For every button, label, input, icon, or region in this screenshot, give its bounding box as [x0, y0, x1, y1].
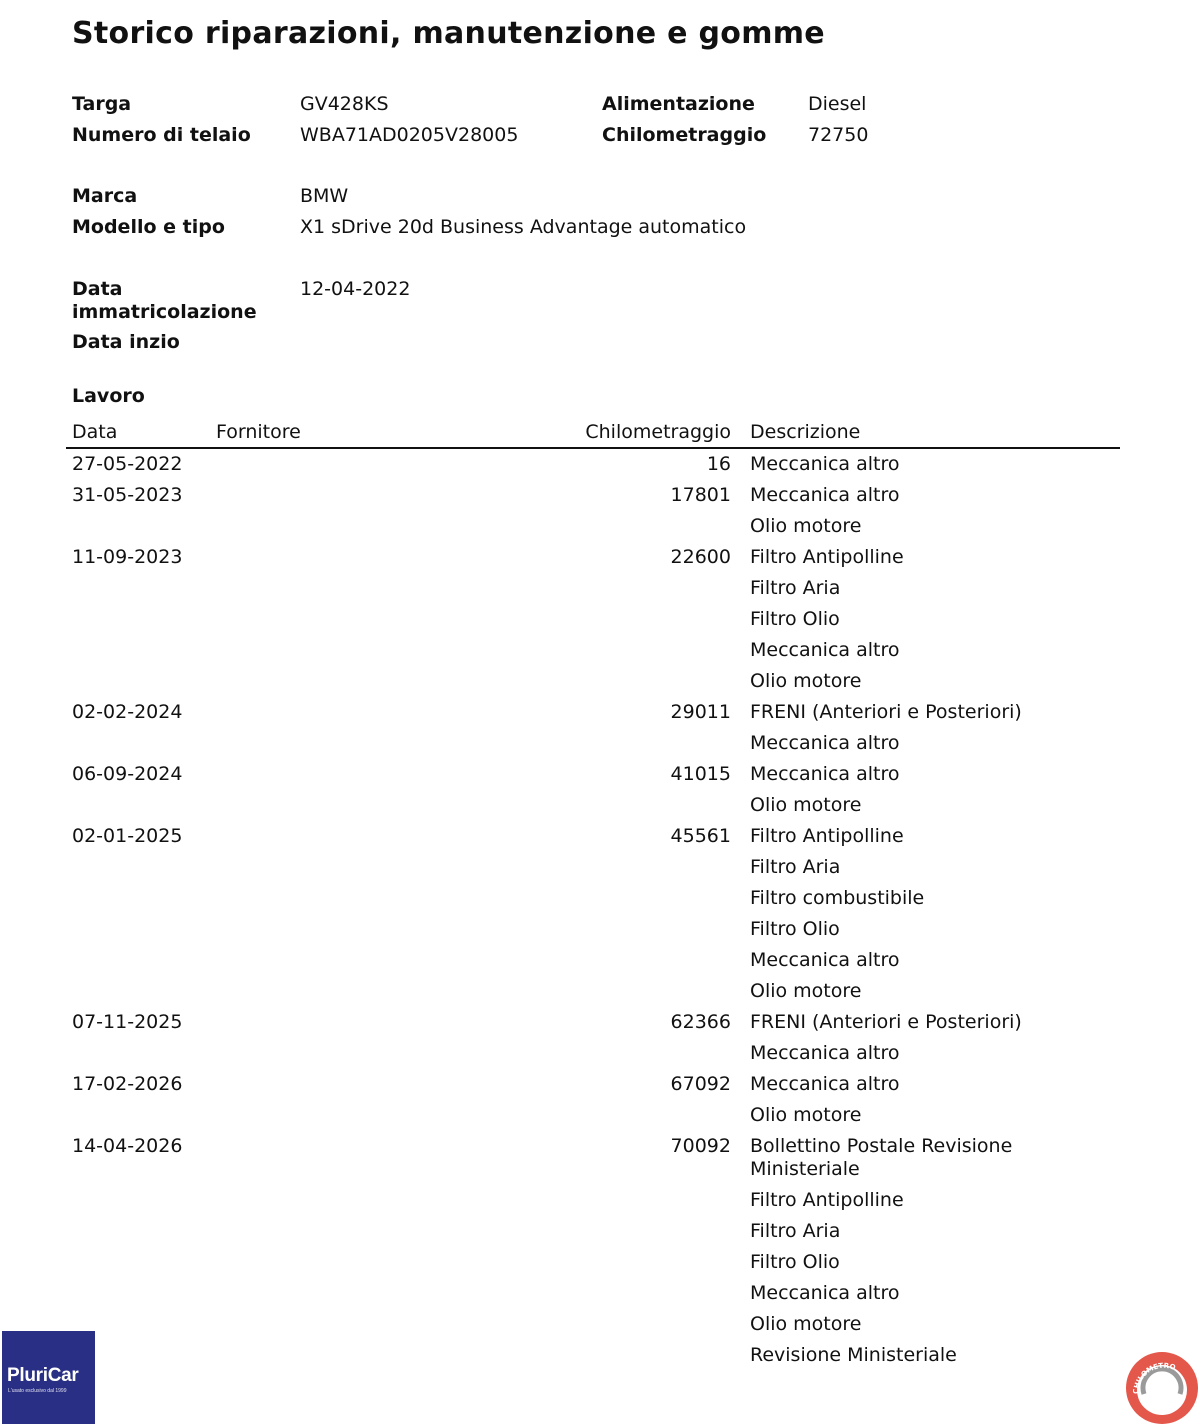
row-date: 17-02-2026	[72, 1073, 183, 1095]
descrizione-item: Meccanica altro	[750, 639, 900, 661]
descrizione-item: Meccanica altro	[750, 1042, 900, 1064]
descrizione-item: Meccanica altro	[750, 1073, 900, 1095]
descrizione-item: Filtro Antipolline	[750, 546, 904, 568]
row-descrizione-list	[750, 699, 1120, 761]
descrizione-item: Filtro Aria	[750, 856, 841, 878]
chilometraggio-value: 72750	[808, 124, 869, 146]
page-title: Storico riparazioni, manutenzione e gomme	[72, 16, 825, 51]
chilometro-logo-text: CHILOMETRO	[1131, 1361, 1177, 1395]
descrizione-item: Filtro Antipolline	[750, 825, 904, 847]
descrizione-item: Meccanica altro	[750, 453, 900, 475]
descrizione-item: Meccanica altro	[750, 1282, 900, 1304]
table-row	[66, 1009, 1120, 1071]
row-chilometraggio: 67092	[670, 1073, 731, 1095]
telaio-label: Numero di telaio	[72, 124, 251, 146]
targa-value: GV428KS	[300, 93, 389, 115]
descrizione-item: Filtro Antipolline	[750, 1189, 904, 1211]
descrizione-item: Meccanica altro	[750, 949, 900, 971]
row-date: 07-11-2025	[72, 1011, 183, 1033]
immatricolazione-label: Data immatricolazione	[72, 278, 257, 323]
descrizione-item: Olio motore	[750, 1313, 862, 1335]
row-descrizione-list	[750, 1071, 1120, 1133]
table-row	[66, 1071, 1120, 1133]
chilometraggio-label: Chilometraggio	[602, 124, 767, 146]
row-chilometraggio: 22600	[670, 546, 731, 568]
alimentazione-value: Diesel	[808, 93, 867, 115]
table-row	[66, 482, 1120, 544]
descrizione-item: Filtro combustibile	[750, 887, 925, 909]
table-row	[66, 761, 1120, 823]
descrizione-item: Olio motore	[750, 794, 862, 816]
descrizione-item: FRENI (Anteriori e Posteriori)	[750, 1011, 1022, 1033]
descrizione-item: Olio motore	[750, 670, 862, 692]
header-data: Data	[72, 421, 118, 443]
descrizione-item: Meccanica altro	[750, 763, 900, 785]
row-chilometraggio: 70092	[670, 1135, 731, 1157]
modello-value: X1 sDrive 20d Business Advantage automatico	[300, 216, 747, 238]
marca-value: BMW	[300, 185, 349, 207]
header-fornitore: Fornitore	[216, 421, 301, 443]
marca-label: Marca	[72, 185, 138, 207]
descrizione-item: Bollettino Postale Revisione Ministeriale	[750, 1135, 1013, 1180]
table-row	[66, 1133, 1120, 1373]
immatricolazione-value: 12-04-2022	[300, 278, 411, 300]
targa-label: Targa	[72, 93, 132, 115]
row-descrizione-list	[750, 451, 1120, 482]
row-chilometraggio: 29011	[670, 701, 731, 723]
row-chilometraggio: 41015	[670, 763, 731, 785]
row-date: 06-09-2024	[72, 763, 183, 785]
table-row	[66, 699, 1120, 761]
maintenance-table	[66, 451, 1120, 1373]
table-row	[66, 451, 1120, 482]
header-chilometraggio: Chilometraggio	[585, 421, 731, 443]
row-descrizione-list	[750, 1133, 1120, 1373]
row-descrizione-list	[750, 544, 1120, 699]
table-row	[66, 544, 1120, 699]
row-descrizione-list	[750, 1009, 1120, 1071]
row-descrizione-list	[750, 761, 1120, 823]
descrizione-item: Filtro Aria	[750, 1220, 841, 1242]
descrizione-item: FRENI (Anteriori e Posteriori)	[750, 701, 1022, 723]
row-date: 14-04-2026	[72, 1135, 183, 1157]
telaio-value: WBA71AD0205V28005	[300, 124, 519, 146]
row-chilometraggio: 17801	[670, 484, 731, 506]
puricar-logo	[2, 1331, 95, 1424]
chilometro-logo	[1124, 1350, 1200, 1426]
row-date: 11-09-2023	[72, 546, 183, 568]
header-descrizione: Descrizione	[750, 421, 861, 443]
descrizione-item: Olio motore	[750, 515, 862, 537]
puricar-logo-tagline: L'usato esclusivo dal 1999	[8, 1388, 67, 1394]
table-row	[66, 823, 1120, 1009]
alimentazione-label: Alimentazione	[602, 93, 755, 115]
descrizione-item: Filtro Olio	[750, 1251, 840, 1273]
row-date: 31-05-2023	[72, 484, 183, 506]
lavoro-heading: Lavoro	[72, 385, 145, 407]
row-chilometraggio: 45561	[670, 825, 731, 847]
descrizione-item: Revisione Ministeriale	[750, 1344, 957, 1366]
row-descrizione-list	[750, 823, 1120, 1009]
descrizione-item: Filtro Olio	[750, 918, 840, 940]
descrizione-item: Meccanica altro	[750, 732, 900, 754]
descrizione-item: Olio motore	[750, 1104, 862, 1126]
descrizione-item: Filtro Aria	[750, 577, 841, 599]
inizio-label: Data inzio	[72, 331, 180, 353]
row-date: 27-05-2022	[72, 453, 183, 475]
row-descrizione-list	[750, 482, 1120, 544]
descrizione-item: Filtro Olio	[750, 608, 840, 630]
puricar-logo-name: PluriCar	[7, 1365, 79, 1386]
row-date: 02-01-2025	[72, 825, 183, 847]
descrizione-item: Olio motore	[750, 980, 862, 1002]
row-chilometraggio: 16	[706, 453, 731, 475]
modello-label: Modello e tipo	[72, 216, 225, 238]
descrizione-item: Meccanica altro	[750, 484, 900, 506]
row-date: 02-02-2024	[72, 701, 183, 723]
table-header	[66, 420, 1120, 449]
row-chilometraggio: 62366	[670, 1011, 731, 1033]
